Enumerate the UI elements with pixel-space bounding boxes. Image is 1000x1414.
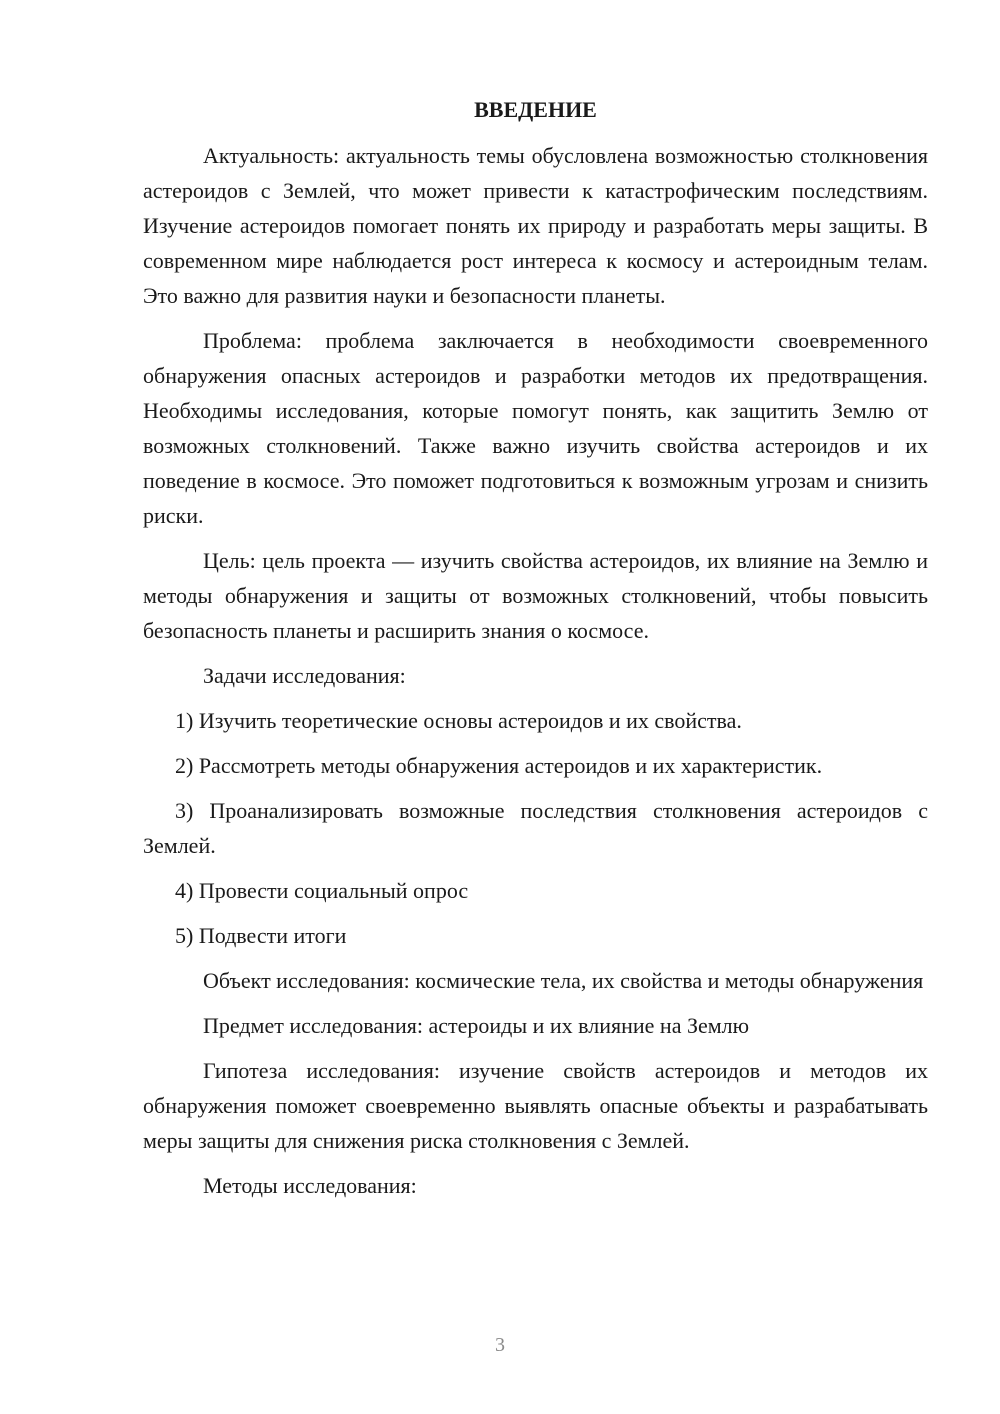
list-item: 1) Изучить теоретические основы астероидов и их свойства.	[175, 708, 742, 733]
paragraph-object: Объект исследования: космические тела, их свойства и методы обнаружения	[203, 968, 924, 993]
list-item: 3) Проанализировать возможные последствия столкновения астероидов с Землей.	[143, 798, 928, 858]
page-number: 3	[495, 1334, 505, 1356]
paragraph-methods-title: Методы исследования:	[203, 1173, 417, 1198]
document-page	[143, 92, 928, 1213]
list-item: 5) Подвести итоги	[175, 923, 347, 948]
paragraph-subject: Предмет исследования: астероиды и их влияние на Землю	[203, 1013, 750, 1038]
tasks-list	[143, 703, 928, 953]
paragraph-hypothesis: Гипотеза исследования: изучение свойств астероидов и методов их обнаружения поможет своевременно выявлять опасные объекты и разрабатывать меры защиты для снижения риска столкновения с Землей.	[143, 1058, 928, 1153]
paragraph-problem: Проблема: проблема заключается в необходимости своевременного обнаружения опасных астероидов и разработки методов их предотвращения. Необходимы исследования, которые помогут понять, как защитить Землю от возможных столкновений. Также важно изучить свойства астероидов и их поведение в космосе. Это поможет подготовиться к возможным угрозам и снизить риски.	[143, 328, 928, 528]
section-heading: ВВЕДЕНИЕ	[474, 97, 597, 122]
paragraph-tasks-title: Задачи исследования:	[203, 663, 406, 688]
list-item: 2) Рассмотреть методы обнаружения астероидов и их характеристик.	[175, 753, 823, 778]
list-item: 4) Провести социальный опрос	[175, 878, 469, 903]
paragraph-relevance: Актуальность: актуальность темы обусловлена возможностью столкновения астероидов с Землей, что может привести к катастрофическим последствиям. Изучение астероидов помогает понять их природу и разработать меры защиты. В современном мире наблюдается рост интереса к космосу и астероидным телам. Это важно для развития науки и безопасности планеты.	[143, 143, 928, 308]
paragraph-goal: Цель: цель проекта — изучить свойства астероидов, их влияние на Землю и методы обнаружения и защиты от возможных столкновений, чтобы повысить безопасность планеты и расширить знания о космосе.	[143, 548, 928, 643]
